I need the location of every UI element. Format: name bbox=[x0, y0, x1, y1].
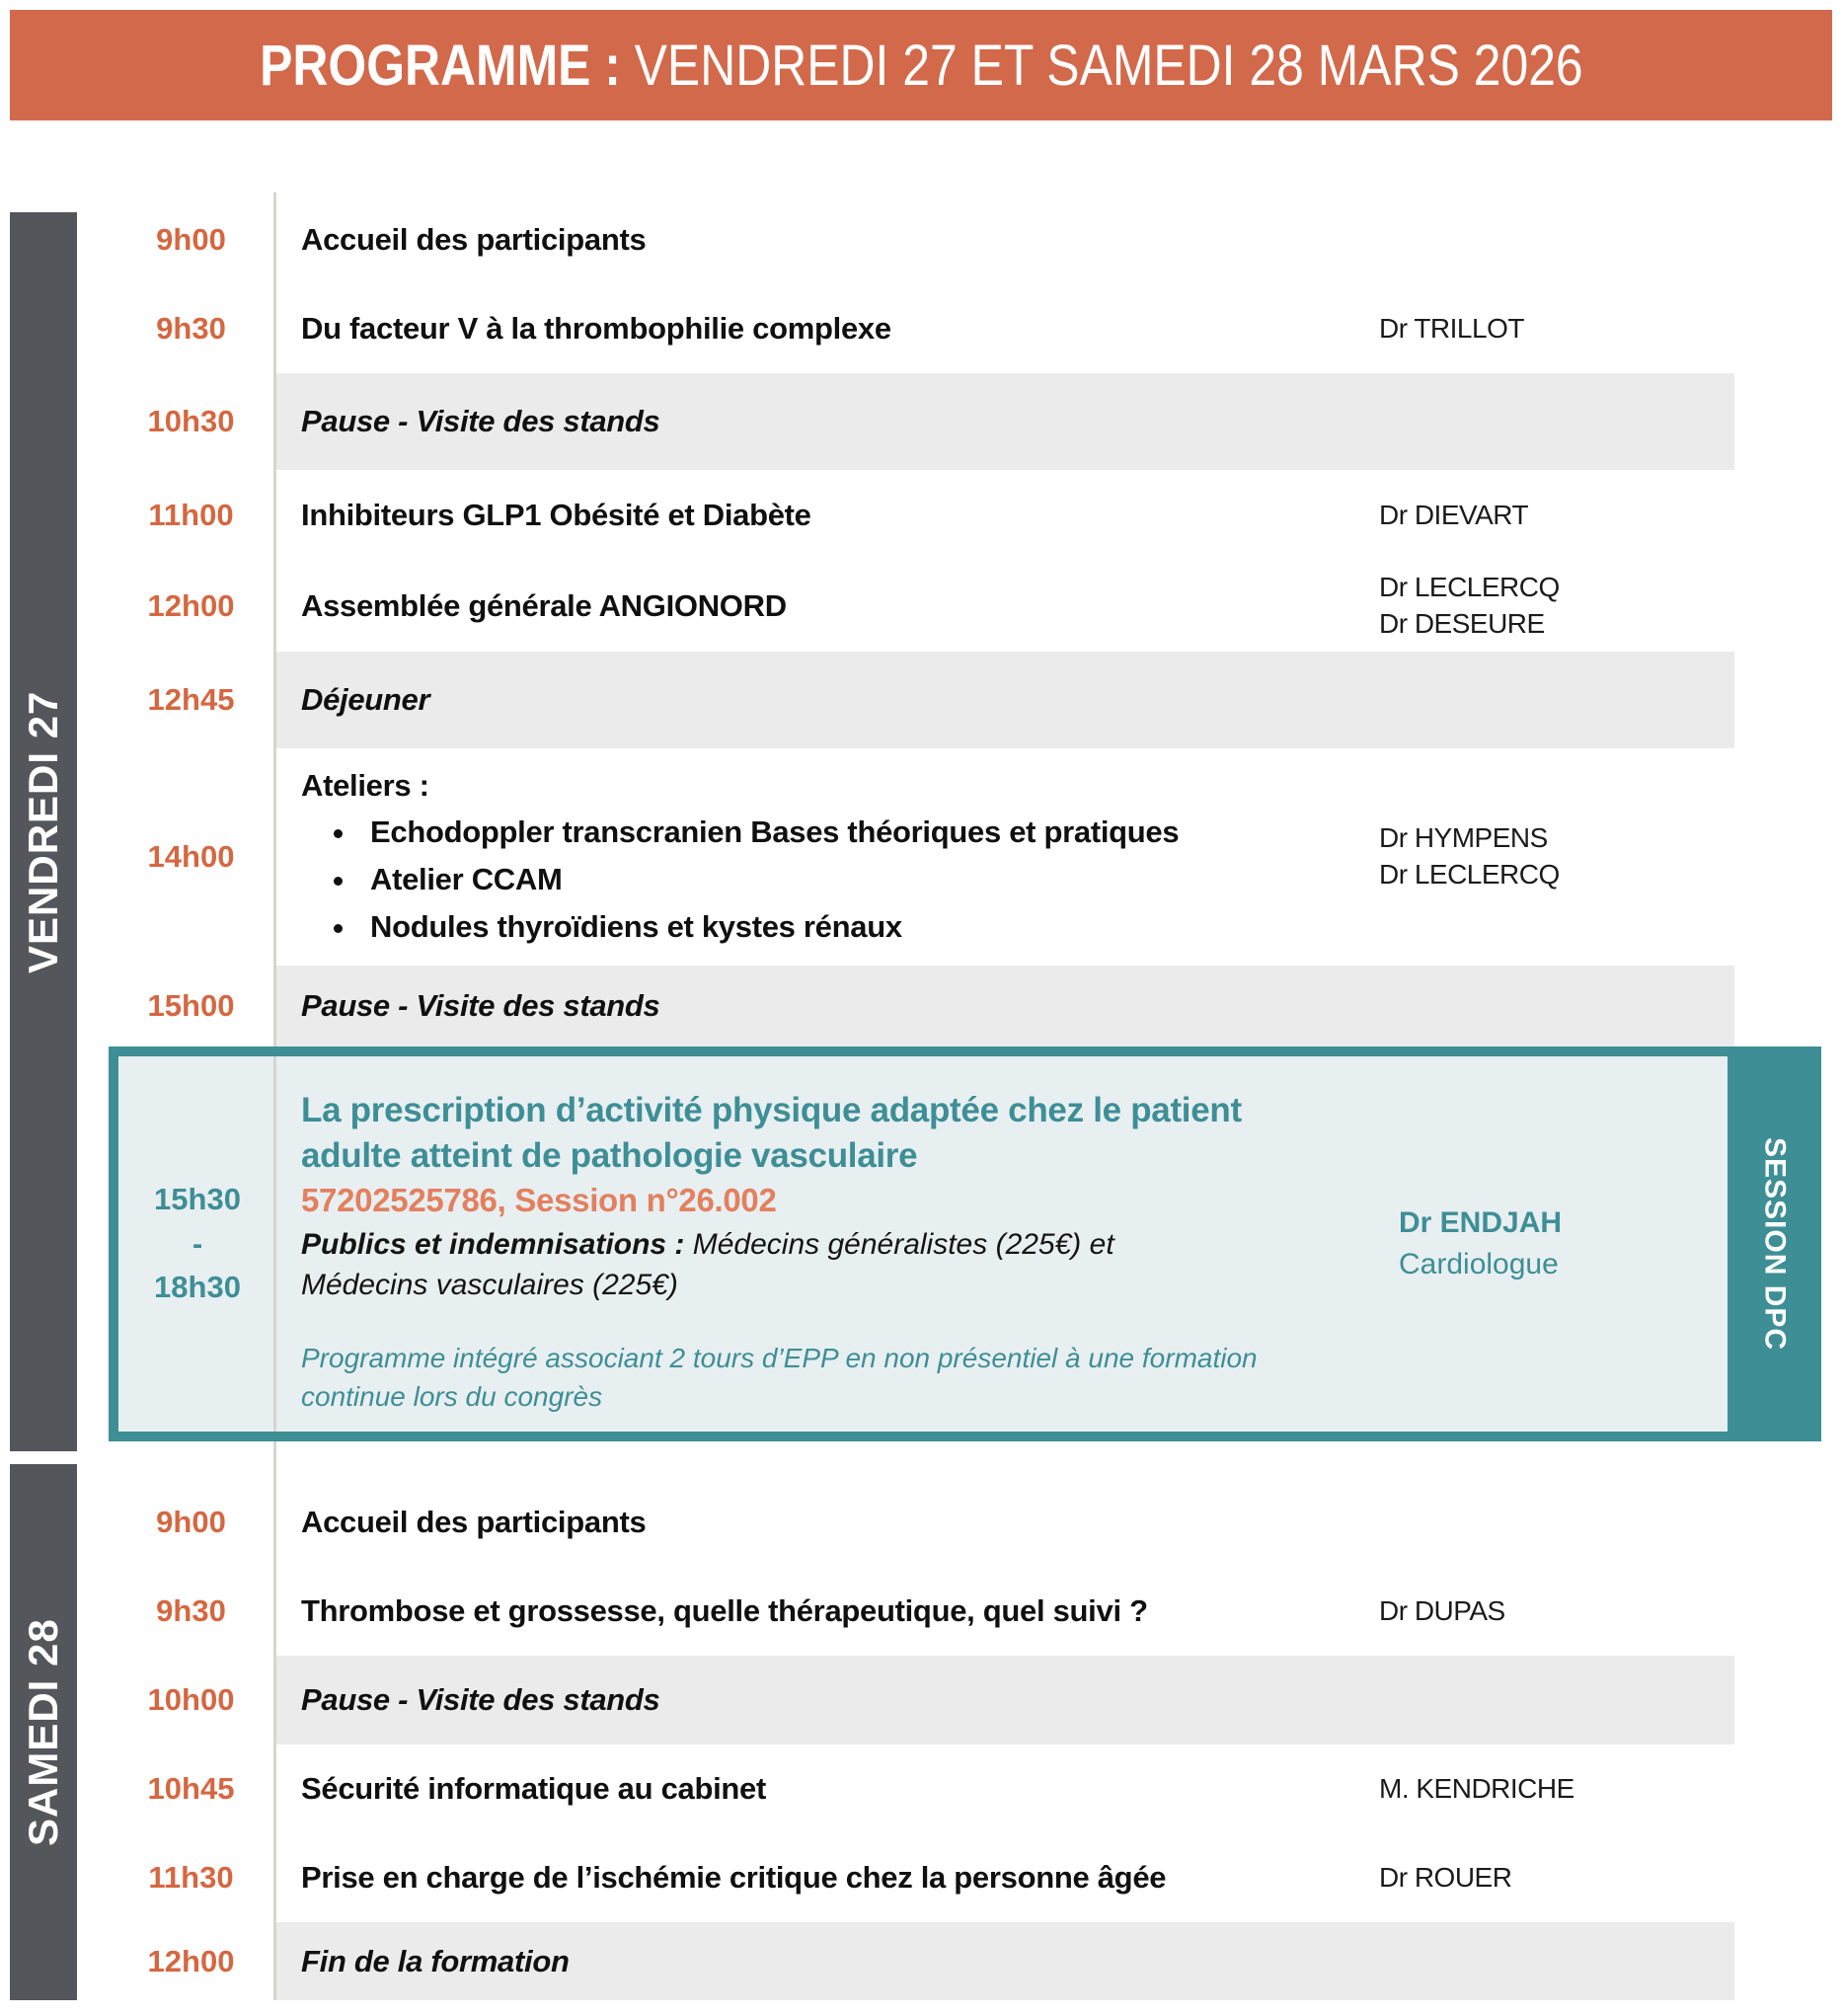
dpc-time-range bbox=[118, 1056, 276, 1432]
day-bar-vendredi-27: VENDREDI 27 bbox=[10, 212, 77, 1451]
schedule-row bbox=[106, 1567, 1823, 1656]
break-row bbox=[106, 652, 1823, 748]
row-body bbox=[276, 966, 1734, 1047]
break-title: Pause - Visite des stands bbox=[301, 404, 660, 439]
banner-title-dates: VENDREDI 27 ET SAMEDI 28 MARS 2026 bbox=[634, 33, 1583, 98]
dpc-publics-label: Publics et indemnisations : bbox=[301, 1228, 685, 1261]
schedule-row bbox=[106, 470, 1823, 561]
speaker-name: Dr LECLERCQ bbox=[1379, 859, 1560, 890]
speaker-name: Dr DESEURE bbox=[1379, 608, 1545, 639]
header-banner bbox=[10, 10, 1832, 120]
session-dpc-badge: SESSION DPC bbox=[1727, 1047, 1821, 1441]
separator-line bbox=[273, 1056, 276, 1432]
break-title: Pause - Visite des stands bbox=[301, 988, 660, 1024]
dpc-time-end: 18h30 bbox=[154, 1270, 241, 1305]
session-title: Du facteur V à la thrombophilie complexe bbox=[301, 311, 891, 347]
session-title: Inhibiteurs GLP1 Obésité et Diabète bbox=[301, 498, 811, 533]
time-label: 10h45 bbox=[147, 1771, 235, 1806]
break-title: Déjeuner bbox=[301, 682, 430, 718]
row-body bbox=[276, 284, 1734, 373]
time-label: 12h45 bbox=[147, 682, 235, 717]
friday-schedule bbox=[106, 195, 1823, 1441]
workshop-item: • Echodoppler transcranien Bases théoriques et pratiques bbox=[358, 814, 1379, 852]
banner-title-prefix: PROGRAMME : bbox=[259, 33, 621, 98]
break-title: Pause - Visite des stands bbox=[301, 1682, 660, 1718]
session-title: Accueil des participants bbox=[301, 222, 647, 258]
time-label: 9h30 bbox=[156, 311, 226, 346]
workshop-item: • Nodules thyroïdiens et kystes rénaux bbox=[358, 908, 1379, 947]
session-title: Thrombose et grossesse, quelle thérapeutique, quel suivi ? bbox=[301, 1593, 1148, 1629]
dpc-session-title: La prescription d’activité physique adaptée chez le patient adulte atteint de pathologie vasculaire bbox=[301, 1091, 1242, 1175]
row-body bbox=[276, 561, 1734, 652]
session-title: Accueil des participants bbox=[301, 1505, 647, 1540]
saturday-schedule bbox=[106, 1478, 1823, 2000]
schedule-row bbox=[106, 195, 1823, 284]
time-label: 9h00 bbox=[156, 1505, 226, 1539]
speaker-role: Cardiologue bbox=[1399, 1248, 1559, 1280]
speaker-column bbox=[1379, 311, 1734, 348]
break-row bbox=[106, 966, 1823, 1047]
dpc-note: Programme intégré associant 2 tours d’EPP en non présentiel à une formation continue lors du congrès bbox=[301, 1343, 1258, 1413]
row-body bbox=[276, 1656, 1734, 1745]
speaker-column bbox=[1379, 570, 1734, 643]
time-label: 12h00 bbox=[147, 588, 235, 623]
speaker-name: Dr DIEVART bbox=[1379, 499, 1529, 530]
speaker-name: Dr DUPAS bbox=[1379, 1594, 1505, 1626]
schedule-row bbox=[106, 1478, 1823, 1567]
speaker-name: M. KENDRICHE bbox=[1379, 1772, 1574, 1804]
row-body bbox=[276, 470, 1734, 561]
schedule-row bbox=[106, 561, 1823, 652]
time-label: 11h30 bbox=[148, 1860, 234, 1895]
row-body bbox=[276, 195, 1734, 284]
row-body bbox=[276, 373, 1734, 470]
dpc-publics bbox=[301, 1225, 1190, 1305]
break-title: Fin de la formation bbox=[301, 1943, 570, 1978]
session-title: Sécurité informatique au cabinet bbox=[301, 1771, 767, 1807]
break-row bbox=[106, 373, 1823, 470]
row-body bbox=[276, 1922, 1734, 2000]
row-body bbox=[276, 652, 1734, 748]
time-label: 9h30 bbox=[156, 1593, 226, 1628]
time-label: 12h00 bbox=[147, 1943, 235, 1978]
speaker-column bbox=[1379, 1593, 1734, 1630]
speaker-name: Dr TRILLOT bbox=[1379, 312, 1524, 344]
break-row bbox=[106, 1922, 1823, 2000]
separator-line bbox=[273, 193, 276, 1047]
speaker-column bbox=[1379, 498, 1734, 534]
dpc-session-ref: 57202525786, Session n°26.002 bbox=[301, 1182, 777, 1218]
separator-line bbox=[273, 1441, 276, 2000]
workshops-block bbox=[301, 767, 1379, 946]
speaker-name: Dr ENDJAH bbox=[1399, 1206, 1563, 1239]
workshops-row bbox=[106, 748, 1823, 966]
schedule-row bbox=[106, 284, 1823, 373]
schedule-row bbox=[106, 1833, 1823, 1922]
banner-title bbox=[260, 33, 1583, 99]
workshops-intro: Ateliers : bbox=[301, 768, 429, 804]
day-bar-samedi-28: SAMEDI 28 bbox=[10, 1464, 77, 2000]
time-label: 10h30 bbox=[147, 404, 235, 438]
schedule-row bbox=[106, 1745, 1823, 1833]
row-body bbox=[276, 1833, 1734, 1922]
dpc-speaker-column bbox=[1377, 1056, 1727, 1432]
row-body bbox=[276, 1478, 1734, 1567]
row-body bbox=[276, 1745, 1734, 1833]
time-label: 10h00 bbox=[147, 1682, 235, 1717]
session-title: Prise en charge de l’ischémie critique chez la personne âgée bbox=[301, 1860, 1167, 1896]
dpc-content bbox=[276, 1056, 1377, 1432]
workshops-list bbox=[358, 814, 1379, 946]
row-body bbox=[276, 1567, 1734, 1656]
dpc-session-main bbox=[109, 1047, 1727, 1441]
dpc-session-box bbox=[109, 1047, 1821, 1441]
time-label: 14h00 bbox=[147, 839, 235, 874]
dpc-publics-text: Médecins généralistes (225€) et Médecins vasculaires (225€) bbox=[301, 1228, 1114, 1301]
speaker-name: Dr HYMPENS bbox=[1379, 822, 1548, 854]
row-body bbox=[276, 748, 1734, 966]
speaker-column bbox=[1379, 1860, 1734, 1897]
speaker-name: Dr LECLERCQ bbox=[1379, 572, 1560, 603]
speaker-column bbox=[1379, 1771, 1734, 1808]
speaker-column bbox=[1379, 820, 1734, 893]
session-title: Assemblée générale ANGIONORD bbox=[301, 588, 787, 624]
dpc-time-separator: - bbox=[192, 1225, 203, 1261]
break-row bbox=[106, 1656, 1823, 1745]
time-label: 11h00 bbox=[148, 498, 234, 532]
dpc-time-start: 15h30 bbox=[154, 1181, 241, 1216]
workshop-item: • Atelier CCAM bbox=[358, 861, 1379, 899]
time-label: 9h00 bbox=[156, 222, 226, 257]
speaker-name: Dr ROUER bbox=[1379, 1861, 1512, 1893]
time-label: 15h00 bbox=[147, 988, 235, 1023]
